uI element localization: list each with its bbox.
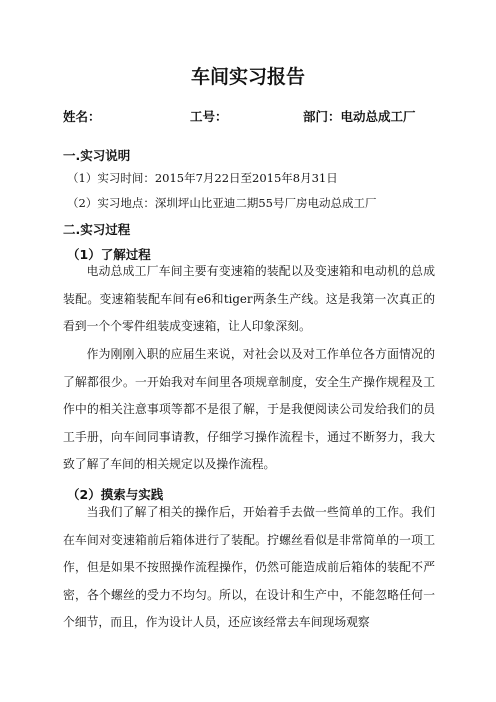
paragraph: 作为刚刚入职的应届生来说，对社会以及对工作单位各方面情况的了解都很少。一开始我对车间里各项规章制度，安全生产操作规程及工作中的相关注意事项等都不是很了解，于是我便阅读公司发给我们的员工手册，向车间同事请教，仔细学习操作流程卡，通过不断努力，我大致了解了车间的相关规定以及操作流程。 — [63, 347, 435, 472]
internship-time: （1）实习时间：2015年7月22日至2015年8月31日 — [67, 171, 338, 185]
name-label: 姓名： — [63, 109, 101, 124]
subheading-exploration-practice: （2）摸索与实践 — [67, 487, 164, 502]
section-heading-internship-process: 二.实习过程 — [63, 222, 131, 237]
internship-location: （2）实习地点：深圳坪山比亚迪二期55号厂房电动总成工厂 — [67, 196, 377, 210]
section-heading-internship-info: 一.实习说明 — [63, 148, 131, 163]
department-label: 部门：电动总成工厂 — [303, 109, 416, 124]
paragraph: 当我们了解了相关的操作后，开始着手去做一些简单的工作。我们在车间对变速箱前后箱体进行了装配。拧螺丝看似是非常简单的一项工作，但是如果不按照操作流程操作，仍然可能造成前后箱体的装配不严密，各个螺丝的受力不均匀。所以，在设计和生产中，不能忽略任何一个细节，而且，作为设计人员，还应该经常去车间现场观察 — [63, 505, 435, 630]
paragraph: 电动总成工厂车间主要有变速箱的装配以及变速箱和电动机的总成装配。变速箱装配车间有e6和tiger两条生产线。这是我第一次真正的看到一个个零件组装成变速箱，让人印象深刻。 — [63, 264, 435, 334]
employee-id-label: 工号： — [190, 109, 228, 124]
info-row — [63, 107, 443, 123]
report-title: 车间实习报告 — [190, 66, 305, 88]
subheading-understanding: （1）了解过程 — [67, 247, 151, 262]
